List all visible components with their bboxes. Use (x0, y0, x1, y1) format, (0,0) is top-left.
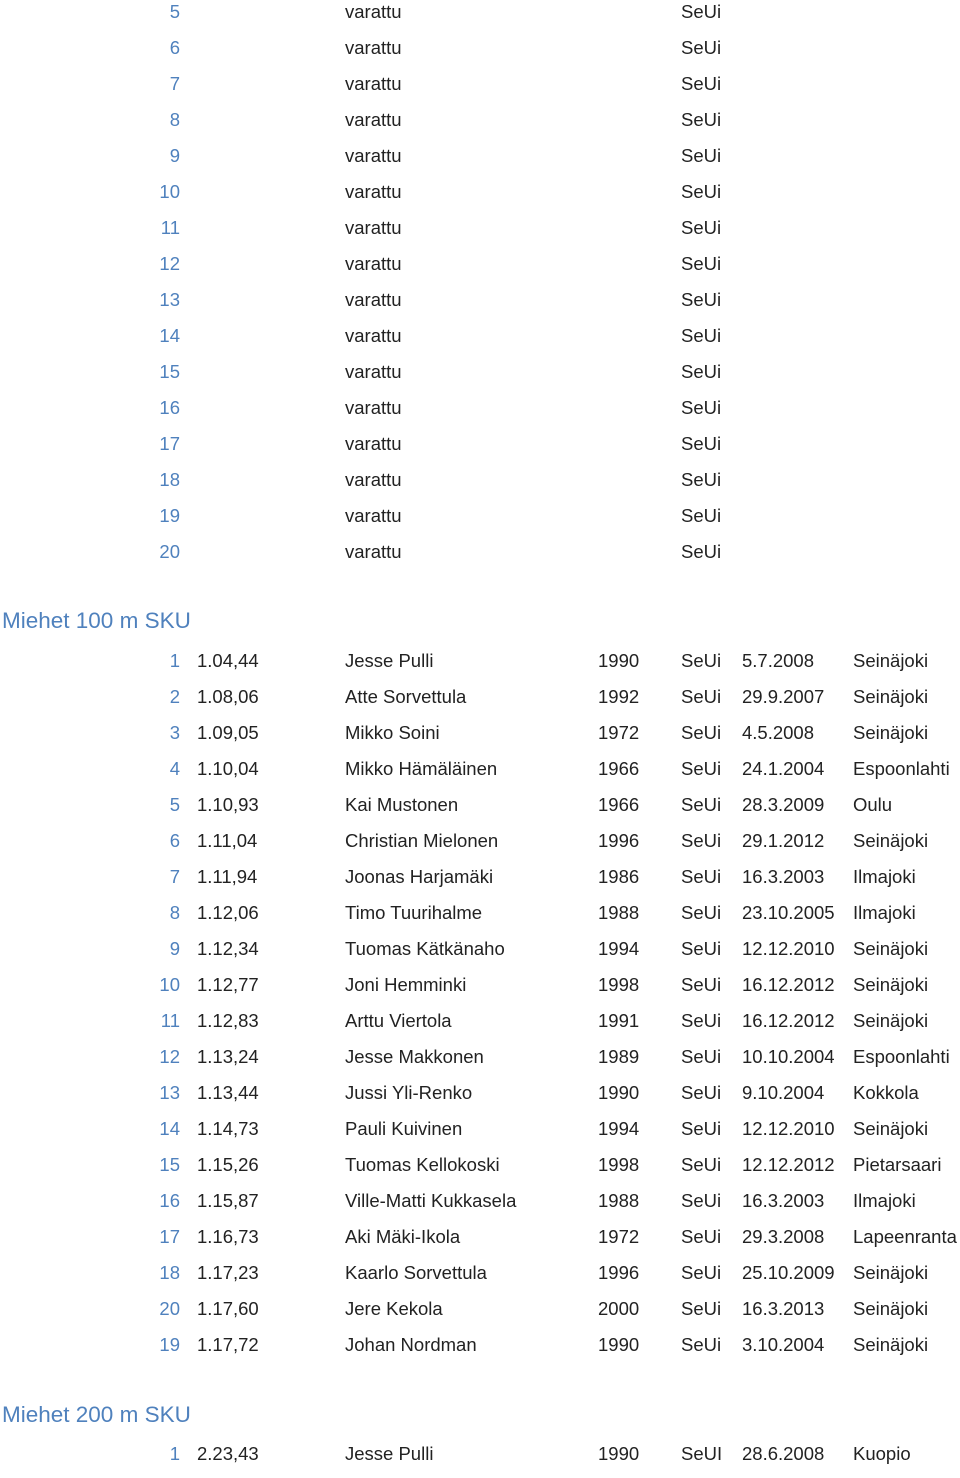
club-cell: SeUi (681, 938, 722, 959)
place-cell: Seinäjoki (853, 650, 929, 671)
table-row (0, 1081, 960, 1117)
club-cell: SeUi (681, 541, 722, 562)
rank-cell: 20 (159, 1298, 180, 1319)
rank-cell: 8 (169, 109, 180, 130)
place-cell: Seinäjoki (853, 938, 929, 959)
name-cell: Pauli Kuivinen (345, 1118, 463, 1139)
table-row (0, 1045, 960, 1081)
table-row (0, 721, 960, 757)
table-row (0, 540, 960, 576)
time-cell: 1.10,04 (197, 758, 259, 779)
year-cell: 1990 (598, 650, 640, 671)
place-cell: Seinäjoki (853, 722, 929, 743)
table-row (0, 396, 960, 432)
date-cell: 4.5.2008 (742, 722, 815, 743)
place-cell: Ilmajoki (853, 866, 916, 887)
year-cell: 1989 (598, 1046, 640, 1067)
table-row (0, 144, 960, 180)
club-cell: SeUi (681, 650, 722, 671)
table-row (0, 324, 960, 360)
place-cell: Ilmajoki (853, 1190, 916, 1211)
table-row (0, 1261, 960, 1297)
rank-cell: 18 (159, 1262, 180, 1283)
place-cell: Seinäjoki (853, 1262, 929, 1283)
rank-cell: 16 (159, 1190, 180, 1211)
year-cell: 1972 (598, 1226, 640, 1247)
time-cell: 1.17,23 (197, 1262, 259, 1283)
time-cell: 1.15,87 (197, 1190, 259, 1211)
name-cell: Tuomas Kellokoski (345, 1154, 500, 1175)
club-cell: SeUi (681, 1190, 722, 1211)
club-cell: SeUi (681, 866, 722, 887)
table-row (0, 432, 960, 468)
name-cell: varattu (345, 253, 402, 274)
table-row (0, 829, 960, 865)
rank-cell: 5 (169, 1, 180, 22)
year-cell: 1991 (598, 1010, 640, 1031)
rank-cell: 15 (159, 361, 180, 382)
rank-cell: 11 (160, 1010, 180, 1031)
date-cell: 28.6.2008 (742, 1443, 825, 1464)
rank-cell: 14 (159, 325, 180, 346)
table-row (0, 1009, 960, 1045)
place-cell: Ilmajoki (853, 902, 916, 923)
name-cell: Mikko Soini (345, 722, 440, 743)
rank-cell: 7 (169, 866, 180, 887)
name-cell: Jussi Yli-Renko (345, 1082, 473, 1103)
name-cell: varattu (345, 397, 402, 418)
club-cell: SeUi (681, 505, 722, 526)
club-cell: SeUi (681, 325, 722, 346)
rank-cell: 17 (159, 1226, 180, 1247)
date-cell: 10.10.2004 (742, 1046, 835, 1067)
rank-cell: 6 (169, 830, 180, 851)
rank-cell: 11 (160, 217, 180, 238)
name-cell: varattu (345, 289, 402, 310)
date-cell: 25.10.2009 (742, 1262, 835, 1283)
place-cell: Seinäjoki (853, 686, 929, 707)
rank-cell: 20 (159, 541, 180, 562)
table-row (0, 685, 960, 721)
rank-cell: 15 (159, 1154, 180, 1175)
name-cell: varattu (345, 1, 402, 22)
table-row (0, 36, 960, 72)
place-cell: Espoonlahti (853, 1046, 950, 1067)
table-row (0, 504, 960, 540)
name-cell: varattu (345, 325, 402, 346)
rank-cell: 18 (159, 469, 180, 490)
date-cell: 12.12.2012 (742, 1154, 835, 1175)
section-heading-100m: Miehet 100 m SKU (2, 608, 191, 633)
rank-cell: 12 (159, 1046, 180, 1067)
name-cell: Jesse Makkonen (345, 1046, 484, 1067)
table-row (0, 1442, 960, 1478)
time-cell: 1.11,94 (197, 866, 258, 887)
date-cell: 29.9.2007 (742, 686, 825, 707)
rank-cell: 10 (159, 974, 180, 995)
name-cell: Atte Sorvettula (345, 686, 467, 707)
time-cell: 1.04,44 (197, 650, 259, 671)
rank-cell: 1 (169, 650, 180, 671)
place-cell: Seinäjoki (853, 974, 929, 995)
place-cell: Seinäjoki (853, 1334, 929, 1355)
year-cell: 1990 (598, 1082, 640, 1103)
time-cell: 1.08,06 (197, 686, 259, 707)
name-cell: Kai Mustonen (345, 794, 459, 815)
year-cell: 2000 (598, 1298, 640, 1319)
name-cell: Ville-Matti Kukkasela (345, 1190, 517, 1211)
rank-cell: 13 (159, 289, 180, 310)
date-cell: 16.3.2013 (742, 1298, 825, 1319)
name-cell: Jere Kekola (345, 1298, 443, 1319)
club-cell: SeUi (681, 1010, 722, 1031)
year-cell: 1994 (598, 938, 640, 959)
club-cell: SeUi (681, 974, 722, 995)
place-cell: Seinäjoki (853, 1010, 929, 1031)
club-cell: SeUi (681, 217, 722, 238)
rank-cell: 9 (169, 938, 180, 959)
time-cell: 1.13,44 (197, 1082, 259, 1103)
rank-cell: 16 (159, 397, 180, 418)
table-row (0, 1153, 960, 1189)
table-row (0, 468, 960, 504)
rank-cell: 14 (159, 1118, 180, 1139)
rank-cell: 3 (169, 722, 180, 743)
time-cell: 1.17,72 (197, 1334, 259, 1355)
table-row (0, 0, 960, 36)
year-cell: 1988 (598, 1190, 640, 1211)
club-cell: SeUi (681, 794, 722, 815)
rank-cell: 4 (169, 758, 180, 779)
club-cell: SeUi (681, 109, 722, 130)
time-cell: 1.14,73 (197, 1118, 259, 1139)
club-cell: SeUi (681, 181, 722, 202)
name-cell: Jesse Pulli (345, 650, 434, 671)
club-cell: SeUi (681, 433, 722, 454)
rank-cell: 1 (169, 1443, 180, 1464)
date-cell: 29.1.2012 (742, 830, 825, 851)
date-cell: 12.12.2010 (742, 938, 835, 959)
time-cell: 1.12,77 (197, 974, 259, 995)
table-row (0, 72, 960, 108)
table-row (0, 973, 960, 1009)
place-cell: Seinäjoki (853, 830, 929, 851)
table-row (0, 1297, 960, 1333)
year-cell: 1988 (598, 902, 640, 923)
date-cell: 16.12.2012 (742, 1010, 835, 1031)
place-cell: Kokkola (853, 1082, 919, 1103)
club-cell: SeUi (681, 1226, 722, 1247)
name-cell: Mikko Hämäläinen (345, 758, 498, 779)
club-cell: SeUi (681, 1298, 722, 1319)
name-cell: Jesse Pulli (345, 1443, 434, 1464)
date-cell: 5.7.2008 (742, 650, 815, 671)
name-cell: varattu (345, 433, 402, 454)
table-row (0, 360, 960, 396)
place-cell: Lapeenranta (853, 1226, 957, 1247)
section-heading-200m: Miehet 200 m SKU (2, 1402, 191, 1427)
year-cell: 1998 (598, 1154, 640, 1175)
place-cell: Pietarsaari (853, 1154, 942, 1175)
name-cell: varattu (345, 181, 402, 202)
club-cell: SeUi (681, 253, 722, 274)
date-cell: 24.1.2004 (742, 758, 825, 779)
table-row (0, 1333, 960, 1369)
time-cell: 1.10,93 (197, 794, 259, 815)
rank-cell: 19 (159, 505, 180, 526)
year-cell: 1998 (598, 974, 640, 995)
year-cell: 1996 (598, 1262, 640, 1283)
time-cell: 1.11,04 (197, 830, 258, 851)
club-cell: SeUi (681, 361, 722, 382)
year-cell: 1994 (598, 1118, 640, 1139)
year-cell: 1990 (598, 1443, 640, 1464)
year-cell: 1966 (598, 758, 640, 779)
table-row (0, 865, 960, 901)
rank-cell: 9 (169, 145, 180, 166)
rank-cell: 7 (169, 73, 180, 94)
club-cell: SeUi (681, 1262, 722, 1283)
time-cell: 1.12,34 (197, 938, 259, 959)
place-cell: Seinäjoki (853, 1298, 929, 1319)
year-cell: 1990 (598, 1334, 640, 1355)
club-cell: SeUi (681, 289, 722, 310)
table-row (0, 1189, 960, 1225)
rank-cell: 8 (169, 902, 180, 923)
club-cell: SeUi (681, 758, 722, 779)
year-cell: 1972 (598, 722, 640, 743)
club-cell: SeUi (681, 902, 722, 923)
club-cell: SeUi (681, 830, 722, 851)
club-cell: SeUi (681, 397, 722, 418)
table-row (0, 757, 960, 793)
rank-cell: 13 (159, 1082, 180, 1103)
time-cell: 1.17,60 (197, 1298, 259, 1319)
year-cell: 1992 (598, 686, 640, 707)
name-cell: Aki Mäki-Ikola (345, 1226, 461, 1247)
year-cell: 1996 (598, 830, 640, 851)
table-row (0, 649, 960, 685)
club-cell: SeUi (681, 1046, 722, 1067)
date-cell: 16.3.2003 (742, 866, 825, 887)
time-cell: 1.12,06 (197, 902, 259, 923)
club-cell: SeUi (681, 1154, 722, 1175)
table-row (0, 1117, 960, 1153)
club-cell: SeUi (681, 37, 722, 58)
rank-cell: 12 (159, 253, 180, 274)
place-cell: Oulu (853, 794, 893, 815)
name-cell: varattu (345, 469, 402, 490)
table-row (0, 252, 960, 288)
club-cell: SeUi (681, 1334, 722, 1355)
name-cell: Arttu Viertola (345, 1010, 452, 1031)
name-cell: varattu (345, 109, 402, 130)
name-cell: varattu (345, 37, 402, 58)
name-cell: varattu (345, 505, 402, 526)
name-cell: varattu (345, 145, 402, 166)
time-cell: 1.15,26 (197, 1154, 259, 1175)
table-row (0, 901, 960, 937)
date-cell: 16.3.2003 (742, 1190, 825, 1211)
place-cell: Seinäjoki (853, 1118, 929, 1139)
name-cell: varattu (345, 541, 402, 562)
table-row (0, 108, 960, 144)
date-cell: 3.10.2004 (742, 1334, 825, 1355)
rank-cell: 6 (169, 37, 180, 58)
place-cell: Kuopio (853, 1443, 911, 1464)
name-cell: Christian Mielonen (345, 830, 499, 851)
club-cell: SeUI (681, 1443, 723, 1464)
year-cell: 1966 (598, 794, 640, 815)
club-cell: SeUi (681, 722, 722, 743)
date-cell: 28.3.2009 (742, 794, 825, 815)
club-cell: SeUi (681, 73, 722, 94)
rank-cell: 10 (159, 181, 180, 202)
table-row (0, 180, 960, 216)
name-cell: Timo Tuurihalme (345, 902, 483, 923)
rank-cell: 5 (169, 794, 180, 815)
name-cell: varattu (345, 361, 402, 382)
rank-cell: 17 (159, 433, 180, 454)
date-cell: 9.10.2004 (742, 1082, 825, 1103)
club-cell: SeUi (681, 469, 722, 490)
table-row (0, 793, 960, 829)
time-cell: 1.16,73 (197, 1226, 259, 1247)
name-cell: Kaarlo Sorvettula (345, 1262, 487, 1283)
time-cell: 1.13,24 (197, 1046, 259, 1067)
name-cell: varattu (345, 217, 402, 238)
name-cell: Johan Nordman (345, 1334, 477, 1355)
date-cell: 16.12.2012 (742, 974, 835, 995)
rank-cell: 19 (159, 1334, 180, 1355)
date-cell: 29.3.2008 (742, 1226, 825, 1247)
time-cell: 1.12,83 (197, 1010, 259, 1031)
table-row (0, 288, 960, 324)
date-cell: 12.12.2010 (742, 1118, 835, 1139)
name-cell: Joni Hemminki (345, 974, 467, 995)
time-cell: 1.09,05 (197, 722, 259, 743)
name-cell: varattu (345, 73, 402, 94)
club-cell: SeUi (681, 1118, 722, 1139)
table-row (0, 1225, 960, 1261)
club-cell: SeUi (681, 686, 722, 707)
table-row (0, 937, 960, 973)
date-cell: 23.10.2005 (742, 902, 835, 923)
time-cell: 2.23,43 (197, 1443, 259, 1464)
name-cell: Tuomas Kätkänaho (345, 938, 505, 959)
year-cell: 1986 (598, 866, 640, 887)
table-row (0, 216, 960, 252)
club-cell: SeUi (681, 145, 722, 166)
club-cell: SeUi (681, 1, 722, 22)
rank-cell: 2 (169, 686, 180, 707)
place-cell: Espoonlahti (853, 758, 950, 779)
club-cell: SeUi (681, 1082, 722, 1103)
name-cell: Joonas Harjamäki (345, 866, 494, 887)
